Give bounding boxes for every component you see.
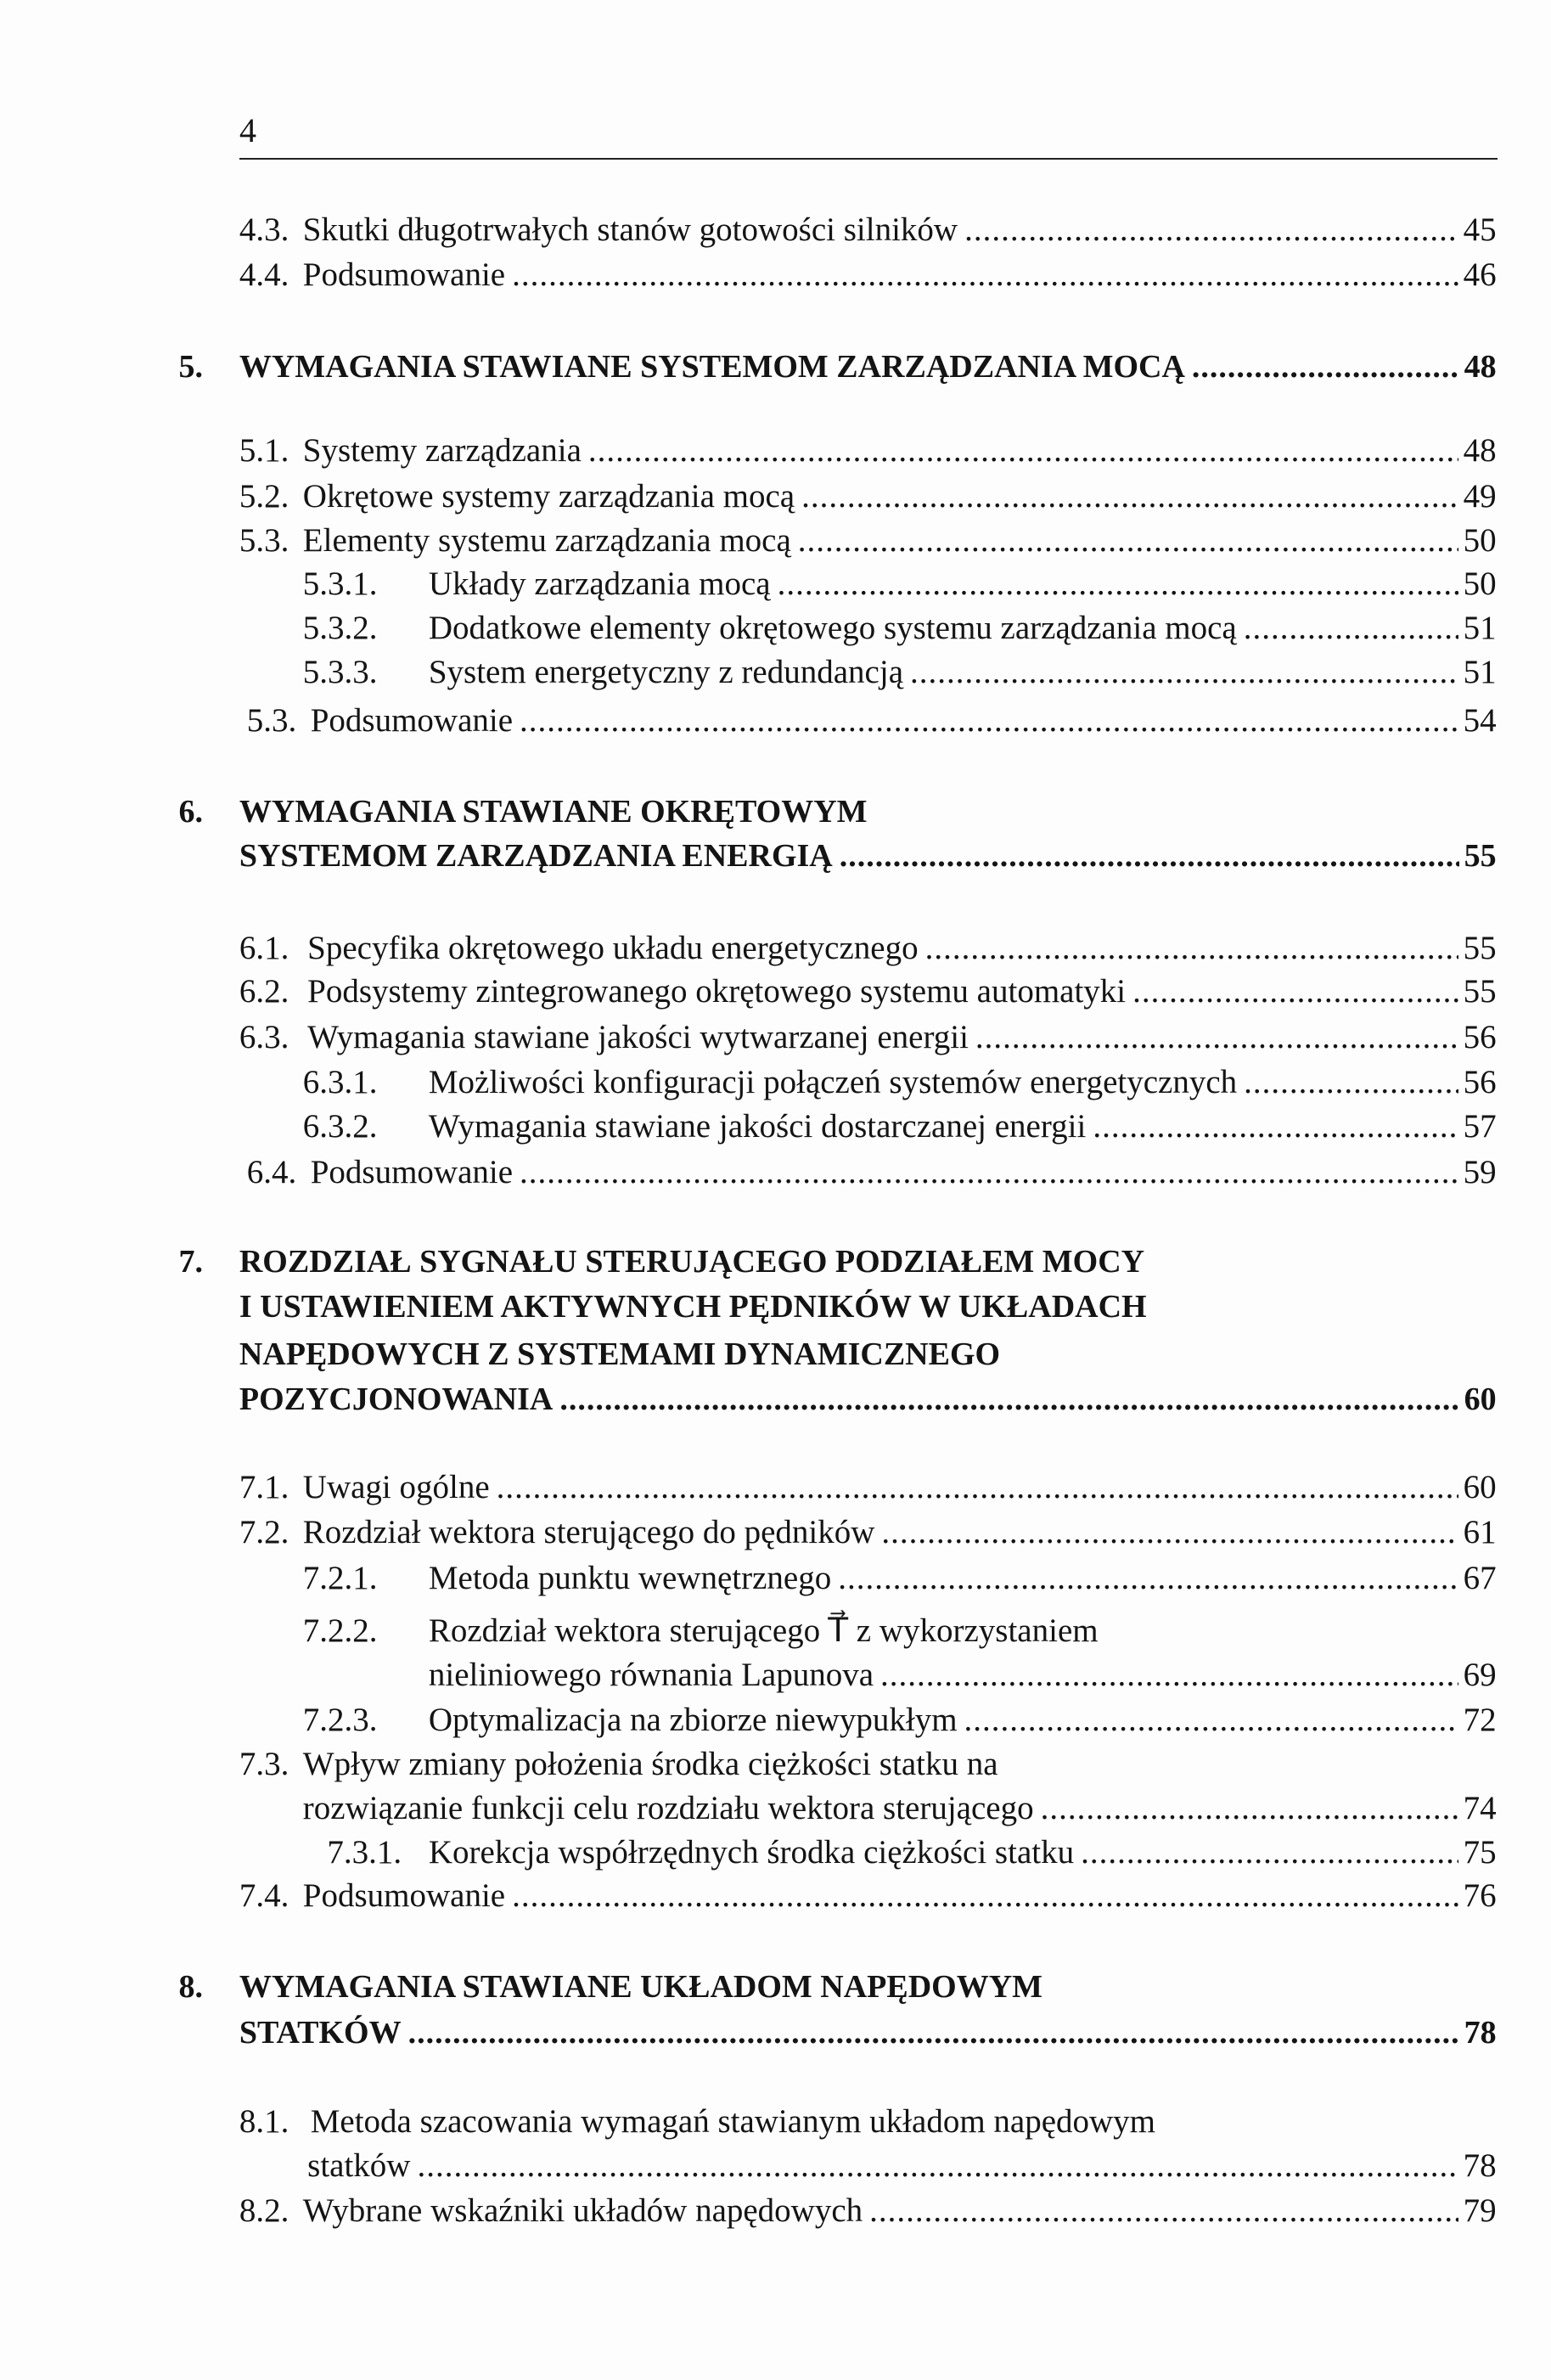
toc-entry-line <box>246 700 1497 742</box>
toc-entry-title: nieliniowego równania Lapunova <box>428 1656 874 1693</box>
toc-page-number: 59 <box>1463 1153 1497 1190</box>
toc-page-number: 74 <box>1463 1789 1497 1826</box>
toc-page-number: 49 <box>1463 477 1497 515</box>
toc-entry-number: 8. <box>178 1969 203 2006</box>
toc-page-number: 55 <box>1463 929 1497 966</box>
toc-page-number: 60 <box>1464 1381 1497 1418</box>
toc-entry-line <box>302 1557 1497 1600</box>
dot-leader <box>964 209 1458 251</box>
dot-leader <box>1244 1061 1458 1104</box>
toc-entry-number: 8.1. <box>239 2103 289 2141</box>
toc-entry-number: 8.2. <box>239 2192 289 2230</box>
dot-leader <box>975 1016 1458 1059</box>
toc-entry-title: Rozdział wektora sterującego T⃗ z wykorzystaniem <box>428 1612 1099 1650</box>
dot-leader <box>1081 1831 1458 1874</box>
toc-entry-title: Wybrane wskaźniki układów napędowych <box>302 2192 863 2230</box>
toc-page-number: 48 <box>1464 348 1497 385</box>
toc-entry-line <box>246 1151 1497 1194</box>
dot-leader <box>778 563 1458 605</box>
dot-leader <box>881 1511 1458 1554</box>
toc-entry-title: ROZDZIAŁ SYGNAŁU STERUJĄCEGO PODZIAŁEM MOCY <box>239 1243 1145 1280</box>
toc-chapter-line <box>239 835 1497 877</box>
dot-leader <box>964 1699 1458 1741</box>
toc-page-number: 55 <box>1463 973 1497 1010</box>
toc-entry-title: Korekcja współrzędnych środka ciężkości statku <box>428 1833 1075 1871</box>
toc-page-number: 78 <box>1464 2014 1497 2051</box>
dot-leader <box>840 835 1459 877</box>
toc-entry-title: Metoda punktu wewnętrznego <box>428 1559 832 1596</box>
toc-entry-title: Podsumowanie <box>310 701 514 739</box>
toc-chapter-line <box>178 346 1497 388</box>
dot-leader <box>1244 607 1458 650</box>
toc-entry-line <box>307 2145 1496 2187</box>
toc-entry-title: POZYCJONOWANIA <box>239 1381 554 1418</box>
toc-entry-title: Możliwości konfiguracji połączeń systemów energetycznych <box>428 1064 1238 1101</box>
toc-entry-title: Dodatkowe elementy okrętowego systemu zarządzania mocą <box>428 610 1237 647</box>
toc-entry-line <box>239 520 1497 562</box>
toc-page-number: 57 <box>1463 1108 1497 1145</box>
toc-entry-line <box>239 254 1497 296</box>
page-number: 4 <box>239 111 256 149</box>
dot-leader <box>588 430 1458 472</box>
dot-leader <box>417 2145 1458 2187</box>
toc-entry-title: Uwagi ogólne <box>302 1468 490 1505</box>
dot-leader <box>520 700 1458 742</box>
toc-page-number: 78 <box>1463 2147 1497 2184</box>
dot-leader <box>497 1466 1458 1509</box>
toc-entry-title: Podsumowanie <box>310 1153 514 1190</box>
toc-entry-line <box>239 1743 998 1786</box>
toc-entry-number: 6.4. <box>246 1153 297 1190</box>
toc-entry-line <box>302 1610 1099 1652</box>
toc-page-number: 50 <box>1463 521 1497 559</box>
toc-entry-number: 6.3. <box>239 1018 289 1055</box>
toc-entry-number: 7. <box>178 1243 203 1280</box>
toc-entry-number: 7.2.3. <box>302 1702 378 1739</box>
toc-entry-title: Systemy zarządzania <box>302 432 582 470</box>
toc-entry-title: Elementy systemu zarządzania mocą <box>302 521 791 559</box>
toc-chapter-line <box>178 1241 1145 1283</box>
toc-entry-title: NAPĘDOWYCH Z SYSTEMAMI DYNAMICZNEGO <box>239 1336 1001 1372</box>
toc-entry-title: Skutki długotrwałych stanów gotowości silników <box>302 211 958 248</box>
toc-entry-line <box>239 1511 1497 1554</box>
toc-entry-title: rozwiązanie funkcji celu rozdziału wektora sterującego <box>302 1789 1034 1826</box>
toc-entry-title: STATKÓW <box>239 2014 402 2051</box>
toc-entry-title: System energetyczny z redundancją <box>428 653 903 690</box>
toc-entry-line <box>302 1699 1497 1741</box>
dot-leader <box>1093 1106 1458 1148</box>
toc-chapter-line <box>239 1333 1000 1376</box>
toc-entry-number: 7.1. <box>239 1468 289 1505</box>
toc-entry-title: statków <box>307 2147 411 2184</box>
dot-leader <box>925 927 1458 970</box>
toc-entry-number: 7.3. <box>239 1746 289 1783</box>
toc-entry-title: Optymalizacja na zbiorze niewypukłym <box>428 1702 958 1739</box>
dot-leader <box>408 2011 1459 2054</box>
toc-entry-title: Specyfika okrętowego układu energetycznego <box>307 929 919 966</box>
dot-leader <box>559 1378 1458 1421</box>
toc-entry-line <box>239 1875 1497 1917</box>
dot-leader <box>838 1557 1458 1600</box>
toc-entry-title: WYMAGANIA STAWIANE OKRĘTOWYM <box>239 794 868 830</box>
toc-entry-number: 6.3.1. <box>302 1064 378 1101</box>
toc-entry-number: 5.2. <box>239 477 289 515</box>
toc-entry-title: Okrętowe systemy zarządzania mocą <box>302 477 795 515</box>
toc-entry-number: 5.3.2. <box>302 610 378 647</box>
toc-entry-number: 6.1. <box>239 929 289 966</box>
dot-leader <box>1132 971 1458 1013</box>
dot-leader <box>798 520 1458 562</box>
toc-entry-title: Rozdział wektora sterującego do pędników <box>302 1514 875 1551</box>
toc-entry-line <box>239 2101 1156 2143</box>
dot-leader <box>801 475 1458 518</box>
toc-entry-number: 7.2. <box>239 1514 289 1551</box>
toc-entry-number: 7.2.1. <box>302 1559 378 1596</box>
toc-entry-title: WYMAGANIA STAWIANE SYSTEMOM ZARZĄDZANIA MOCĄ <box>239 348 1185 385</box>
toc-page-number: 72 <box>1463 1702 1497 1739</box>
toc-entry-line <box>239 475 1497 518</box>
toc-entry-number: 6.2. <box>239 973 289 1010</box>
toc-entry-number: 5.3.1. <box>302 565 378 603</box>
toc-page-number: 48 <box>1463 432 1497 470</box>
toc-entry-title: Podsystemy zintegrowanego okrętowego systemu automatyki <box>307 973 1127 1010</box>
toc-entry-number: 5.1. <box>239 432 289 470</box>
toc-entry-title: Podsumowanie <box>302 1877 506 1915</box>
toc-entry-title: Wymagania stawiane jakości dostarczanej energii <box>428 1108 1087 1145</box>
toc-entry-title: Wpływ zmiany położenia środka ciężkości statku na <box>302 1746 998 1783</box>
toc-entry-number: 5. <box>178 348 203 385</box>
toc-chapter-line <box>239 2011 1497 2054</box>
toc-entry-title: I USTAWIENIEM AKTYWNYCH PĘDNIKÓW W UKŁADACH <box>239 1289 1147 1325</box>
toc-entry-title: Metoda szacowania wymagań stawianym układom napędowym <box>310 2103 1156 2141</box>
toc-page-number: 51 <box>1463 653 1497 690</box>
dot-leader <box>1192 346 1459 388</box>
toc-entry-line <box>303 1787 1497 1830</box>
toc-entry-title: Wymagania stawiane jakości wytwarzanej energii <box>307 1018 969 1055</box>
toc-entry-number: 4.3. <box>239 211 289 248</box>
toc-entry-number: 7.4. <box>239 1877 289 1915</box>
toc-entry-line <box>302 1106 1497 1148</box>
dot-leader <box>1041 1787 1458 1830</box>
toc-chapter-line <box>178 1966 1042 2008</box>
toc-page-number: 79 <box>1463 2192 1497 2230</box>
toc-entry-number: 5.3. <box>239 521 289 559</box>
toc-entry-line <box>239 1016 1497 1059</box>
toc-page-number: 45 <box>1463 211 1497 248</box>
dot-leader <box>869 2190 1458 2232</box>
toc-entry-line <box>239 209 1497 251</box>
toc-entry-line <box>239 430 1497 472</box>
toc-entry-number: 7.3.1. <box>327 1833 402 1871</box>
toc-page-number: 76 <box>1463 1877 1497 1915</box>
toc-entry-number: 6. <box>178 794 203 830</box>
toc-page-number: 55 <box>1464 837 1497 874</box>
toc-entry-line <box>302 607 1497 650</box>
toc-entry-line <box>429 1654 1497 1696</box>
dot-leader <box>520 1151 1458 1194</box>
toc-page-number: 60 <box>1463 1468 1497 1505</box>
toc-entry-line <box>239 2190 1497 2232</box>
toc-entry-line <box>239 927 1497 970</box>
toc-entry-number: 4.4. <box>239 256 289 294</box>
dot-leader <box>512 254 1458 296</box>
toc-entry-line <box>302 1061 1497 1104</box>
toc-chapter-line <box>239 1378 1497 1421</box>
toc-entry-line <box>302 563 1497 605</box>
toc-entry-title: Układy zarządzania mocą <box>428 565 771 603</box>
toc-entry-number: 7.2.2. <box>302 1612 378 1650</box>
toc-page-number: 46 <box>1463 256 1497 294</box>
toc-entry-title: SYSTEMOM ZARZĄDZANIA ENERGIĄ <box>239 837 833 874</box>
toc-entry-line <box>239 971 1497 1013</box>
toc-chapter-line <box>178 791 868 833</box>
header-rule <box>239 158 1498 160</box>
toc-entry-line <box>302 651 1497 694</box>
toc-entry-line <box>327 1831 1497 1874</box>
dot-leader <box>880 1654 1458 1696</box>
toc-page-number: 75 <box>1463 1833 1497 1871</box>
dot-leader <box>910 651 1458 694</box>
toc-entry-number: 5.3. <box>246 701 297 739</box>
toc-page-number: 54 <box>1463 701 1497 739</box>
toc-page-number: 56 <box>1463 1064 1497 1101</box>
toc-page-number: 61 <box>1463 1514 1497 1551</box>
toc-page-number: 56 <box>1463 1018 1497 1055</box>
toc-entry-line <box>239 1466 1497 1509</box>
toc-page-number: 51 <box>1463 610 1497 647</box>
toc-entry-number: 5.3.3. <box>302 653 378 690</box>
toc-entry-title: Podsumowanie <box>302 256 506 294</box>
toc-entry-number: 6.3.2. <box>302 1108 378 1145</box>
toc-page-number: 67 <box>1463 1559 1497 1596</box>
toc-page-number: 69 <box>1463 1656 1497 1693</box>
toc-chapter-line <box>239 1286 1147 1328</box>
toc-page-number: 50 <box>1463 565 1497 603</box>
dot-leader <box>512 1875 1458 1917</box>
toc-entry-title: WYMAGANIA STAWIANE UKŁADOM NAPĘDOWYM <box>239 1969 1042 2006</box>
